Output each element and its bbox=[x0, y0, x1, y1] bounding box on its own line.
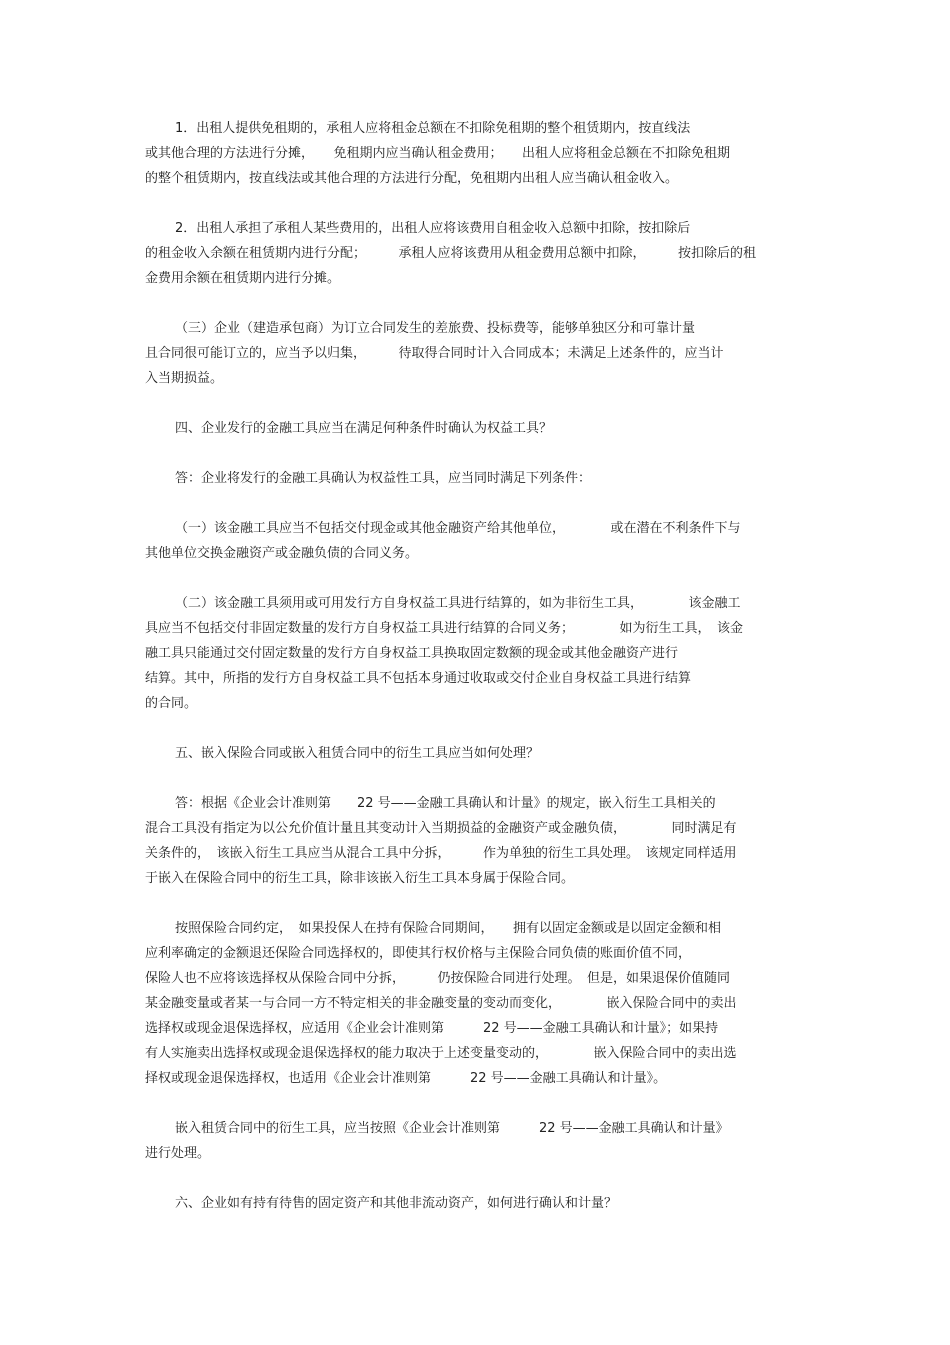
text-line: 进行处理。 bbox=[145, 1146, 211, 1161]
text-line: 答：根据《企业会计准则第 22 号——金融工具确认和计量》的规定，嵌入衍生工具相关的 bbox=[175, 796, 716, 811]
condition-2 bbox=[145, 591, 807, 716]
text-line: 于嵌入在保险合同中的衍生工具，除非该嵌入衍生工具本身属于保险合同。 bbox=[145, 871, 575, 886]
text-line: 1．出租人提供免租期的，承租人应将租金总额在不扣除免租期的整个租赁期内，按直线法 bbox=[175, 121, 691, 136]
text-line: 具应当不包括交付非固定数量的发行方自身权益工具进行结算的合同义务； 如为衍生工具， 该金 bbox=[145, 621, 744, 636]
answer-intro-4 bbox=[145, 466, 807, 491]
text-line: 融工具只能通过交付固定数量的发行方自身权益工具换取固定数额的现金或其他金融资产进行 bbox=[145, 646, 679, 661]
text-line: 嵌入租赁合同中的衍生工具，应当按照《企业会计准则第 22 号——金融工具确认和计量》 bbox=[175, 1121, 729, 1136]
answer-5 bbox=[145, 791, 807, 891]
text-line: 的合同。 bbox=[145, 696, 198, 711]
document-body bbox=[145, 116, 807, 1216]
text-line: 六、企业如有持有待售的固定资产和其他非流动资产，如何进行确认和计量？ bbox=[175, 1196, 618, 1211]
text-line: 按照保险合同约定， 如果投保人在持有保险合同期间， 拥有以固定金额或是以固定金额和相 bbox=[175, 921, 722, 936]
text-line: 关条件的， 该嵌入衍生工具应当从混合工具中分拆， 作为单独的衍生工具处理。 该规定同样适用 bbox=[145, 846, 737, 861]
condition-1 bbox=[145, 516, 807, 566]
text-line: 且合同很可能订立的，应当予以归集， 待取得合同时计入合同成本；未满足上述条件的，应当计 bbox=[145, 346, 724, 361]
text-line: 五、嵌入保险合同或嵌入租赁合同中的衍生工具应当如何处理？ bbox=[175, 746, 540, 761]
text-line: 的租金收入余额在租赁期内进行分配； 承租人应将该费用从租金费用总额中扣除， 按扣除后的租 bbox=[145, 246, 757, 261]
text-line: 应利率确定的金额退还保险合同选择权的，即使其行权价格与主保险合同负债的账面价值不同， bbox=[145, 946, 692, 961]
text-line: 保险人也不应将该选择权从保险合同中分拆， 仍按保险合同进行处理。 但是，如果退保价值随同 bbox=[145, 971, 731, 986]
text-line: 或其他合理的方法进行分摊， 免租期内应当确认租金费用； 出租人应将租金总额在不扣除免租期 bbox=[145, 146, 731, 161]
text-line: 其他单位交换金融资产或金融负债的合同义务。 bbox=[145, 546, 419, 561]
text-line: 四、企业发行的金融工具应当在满足何种条件时确认为权益工具？ bbox=[175, 421, 553, 436]
text-line: 2．出租人承担了承租人某些费用的，出租人应将该费用自租金收入总额中扣除，按扣除后 bbox=[175, 221, 691, 236]
text-line: （三）企业（建造承包商）为订立合同发生的差旅费、投标费等，能够单独区分和可靠计量 bbox=[175, 321, 696, 336]
text-line: 答：企业将发行的金融工具确认为权益性工具，应当同时满足下列条件： bbox=[175, 471, 592, 486]
text-line: 混合工具没有指定为以公允价值计量且其变动计入当期损益的金融资产或金融负债， 同时满足有 bbox=[145, 821, 737, 836]
text-line: 择权或现金退保选择权，也适用《企业会计准则第 22 号——金融工具确认和计量》。 bbox=[145, 1071, 667, 1086]
question-heading-4 bbox=[145, 416, 807, 441]
question-heading-5 bbox=[145, 741, 807, 766]
paragraph-lease-contracts bbox=[145, 1116, 807, 1166]
text-line: （二）该金融工具须用或可用发行方自身权益工具进行结算的，如为非衍生工具， 该金融工 bbox=[175, 596, 741, 611]
text-line: 有人实施卖出选择权或现金退保选择权的能力取决于上述变量变动的， 嵌入保险合同中的卖出选 bbox=[145, 1046, 737, 1061]
paragraph-contract-costs bbox=[145, 316, 807, 391]
text-line: 结算。其中，所指的发行方自身权益工具不包括本身通过收取或交付企业自身权益工具进行结算 bbox=[145, 671, 692, 686]
text-line: （一）该金融工具应当不包括交付现金或其他金融资产给其他单位， 或在潜在不利条件下与 bbox=[175, 521, 741, 536]
text-line: 的整个租赁期内，按直线法或其他合理的方法进行分配，免租期内出租人应当确认租金收入。 bbox=[145, 171, 679, 186]
question-heading-6 bbox=[145, 1191, 807, 1216]
text-line: 选择权或现金退保选择权，应适用《企业会计准则第 22 号——金融工具确认和计量》；如果持 bbox=[145, 1021, 719, 1036]
paragraph-rent-free-period bbox=[145, 116, 807, 191]
paragraph-insurance-contracts bbox=[145, 916, 807, 1091]
paragraph-lessor-costs bbox=[145, 216, 807, 291]
text-line: 金费用余额在租赁期内进行分摊。 bbox=[145, 271, 341, 286]
text-line: 某金融变量或者某一与合同一方不特定相关的非金融变量的变动而变化， 嵌入保险合同中的卖出 bbox=[145, 996, 737, 1011]
text-line: 入当期损益。 bbox=[145, 371, 224, 386]
